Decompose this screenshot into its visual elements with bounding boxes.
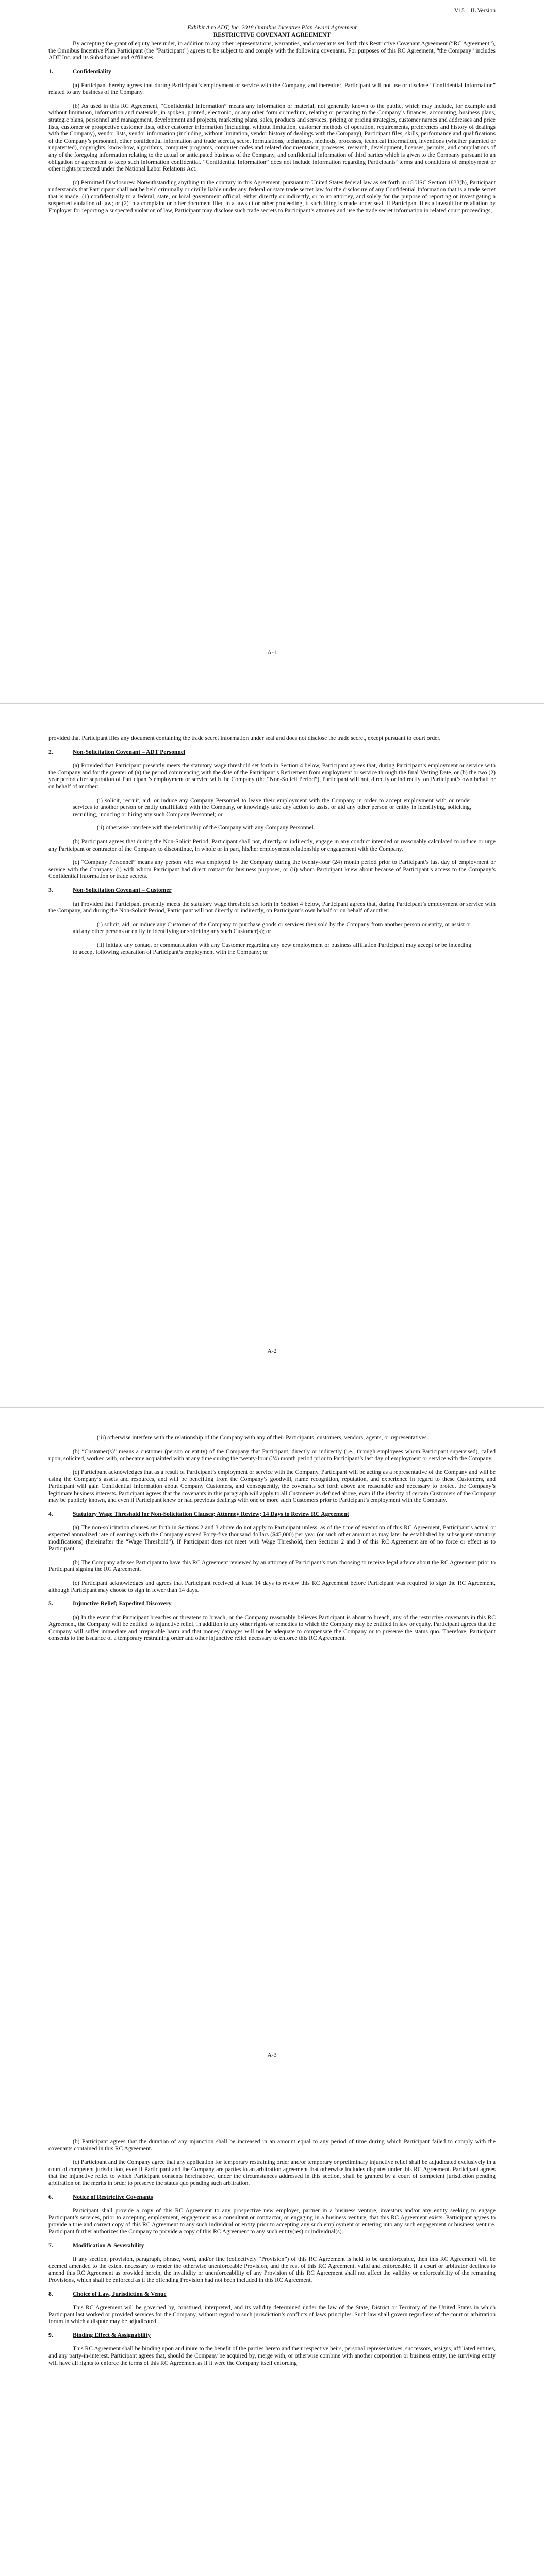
- page-number: A-2: [267, 1348, 277, 1354]
- section-1a: (a) Participant hereby agrees that during Participant’s employment or service with the Company, and thereafter, Participant will not use or disclose “Confidential Information” related to any business of the Company.: [48, 81, 496, 96]
- page-number: A-3: [267, 2052, 277, 2058]
- section-2c: (c) “Company Personnel” means any person who was employed by the Company during the twenty-four (24) month period prior to Participant’s last day of employment or service with the Company, (i) with whom Participant had direct contact for business purposes, or (ii) whom Participant knew about because of Participant’s access to the Company’s Confidential Information or trade secrets.: [48, 859, 496, 880]
- page-2: [0, 704, 544, 1407]
- section-2-heading: 2. Non-Solicitation Covenant – ADT Personnel: [48, 748, 186, 755]
- page-1-content: [48, 24, 496, 221]
- intro-paragraph: By accepting the grant of equity hereunder, in addition to any other representations, warranties, and covenants set forth this Restrictive Covenant Agreement (“RC Agreement”), the Omnibus Incentive Plan Participant (the “Participant”) agrees to be subject to and comply with the following covenants. For purposes of this RC Agreement, “the Company” includes ADT Inc. and its Subsidiaries and Affiliates.: [48, 40, 496, 61]
- section-2b: (b) Participant agrees that during the Non-Solicit Period, Participant shall not, directly or indirectly, engage in any conduct intended or reasonably calculated to induce or urge any Participant or contractor of the Company to discontinue, in whole or in part, his/her employment relationship or engagement with the Company.: [48, 838, 496, 852]
- page-1: [0, 0, 544, 703]
- section-1c-part-2: provided that Participant files any document containing the trade secret information under seal and does not disclose the trade secret, except pursuant to court order.: [48, 735, 441, 741]
- section-6-heading: 6. Notice of Restrictive Covenants: [48, 2193, 153, 2200]
- section-1c-part-1: (c) Permitted Disclosures: Notwithstanding anything to the contrary in this Agreement, pursuant to United States federal law as set forth in 18 USC Section 1833(b), Participant understands that Participant shall not be held criminally or civilly liable under any federal or state trade secret law for the disclosure of any Confidential Information that is a trade secret that is made: (1) confidentially to a federal, state, or local government official, either directly or indirectly, or to an attorney, and solely for the purpose of reporting or investigating a suspected violation of law; or (2) in a complaint or other document filed in a lawsuit or other proceeding, if such filing is made under seal. If Participant files a lawsuit for retaliation by Employer for reporting a suspected violation of law, Participant may disclose such trade secrets to Participant’s attorney and use the trade secret information in related court proceedings,: [48, 179, 496, 214]
- section-3a-iii: (iii) otherwise interfere with the relationship of the Company with any of their Participants, customers, vendors, agents, or representatives.: [97, 1434, 428, 1441]
- section-3b: (b) “Customer(s)” means a customer (person or entity) of the Company that Participant, directly or indirectly (i.e., through employees whom Participant supervised), called upon, solicited, worked with, or became acquainted with at any time during the twenty-four (24) month period prior to Participant’s last day of employment or service with the Company.: [48, 1448, 496, 1462]
- section-4-heading: 4. Statutory Wage Threshold for Non-Solicitation Clauses; Attorney Review; 14 Days to Review RC Agreement: [48, 1510, 349, 1517]
- section-1b: (b) As used in this RC Agreement, “Confidential Information” means any information or material, not generally known to the public, which may include, for example and without limitation, information and materials, in spoken, printed, electronic, or any other form or medium, relating or pertaining to the Company’s finances, accounting, business plans, strategic plans, personnel and management, development and projects, marketing plans, sales, products and services, pricing or pricing strategies, customer names and addresses and price lists, customer or prospective customer lists, other customer information (including, without limitation, customer methods of operation, requirements, preferences and history of dealings with the Company), vendor lists, vendor information (including, without limitation, vendor history of dealings with the Company), Participant files, skills, performance and qualifications of the Company’s personnel, other confidential information and trade secrets, secret formulations, techniques, methods, processes, technical information, inventions (whether patented or unpatented), copyrights, know-how, algorithms, computer programs, computer codes and related documentation, processes, research, development, licenses, permits, and compilations of any of the foregoing information relating to the actual or anticipated business of the Company, and confidential information of third parties which is given to the Company pursuant to an obligation or agreement to keep such information confidential. “Confidential Information” does not include information regarding Participants’ terms and conditions of employment or other rights protected under the National Labor Relations Act.: [48, 102, 496, 173]
- section-6-text: Participant shall provide a copy of this RC Agreement to any prospective new employer, partner in a business venture, investors and/or any entity seeking to engage Participant’s services, prior to accepting employment, engagement as a consultant or contractor, or engaging in a business venture, that this RC Agreement exists. Participant agrees to provide a true and correct copy of this RC Agreement to any such individual or entity prior to accepting any such employment or entering into any such engagement or business venture. Participant further authorizes the Company to provide a copy of this RC Agreement to any such entity(ies) or individual(s).: [48, 2207, 496, 2235]
- version-label: V15 – IL Version: [454, 7, 496, 14]
- section-5-heading: 5. Injunctive Relief; Expedited Discovery: [48, 1600, 172, 1607]
- section-5a: (a) In the event that Participant breaches or threatens to breach, or the Company reasonably believes Participant is about to breach, any of the restrictive covenants in this RC Agreement, the Company will be entitled to injunctive relief, in addition to any other rights or remedies to which the Company may be entitled in law or equity. Participant agrees that the Company will suffer immediate and irreparable harm and that money damages will not be adequate to compensate the Company or to preserve the status quo. Therefore, Participant consents to the issuance of a temporary restraining order and other injunctive relief necessary to enforce this RC Agreement.: [48, 1614, 496, 1642]
- section-8-heading: 8. Choice of Law, Jurisdiction & Venue: [48, 2290, 167, 2297]
- section-4a: (a) The non-solicitation clauses set forth in Sections 2 and 3 above do not apply to Participant unless, as of the time of execution of this RC Agreement, Participant’s actual or expected annualized rate of earnings with the Company exceed Forty-five thousand dollars ($45,000) per year (or such other amount as may later be established by subsequent statutory modifications) (hereinafter the “Wage Threshold”). If Participant does not meet with Wage Threshold, then Sections 2 and 3 of this RC Agreement are of no force or effect as to Participant.: [48, 1524, 496, 1552]
- section-2a: (a) Provided that Participant presently meets the statutory wage threshold set forth in Section 4 below, Participant agrees that, during Participant’s employment or service with the Company and for the greater of (a) the period commencing with the date of the Participant’s Retirement from employment or service through the final Vesting Date, or (b) the two (2) year period after separation of Participant’s employment or service with the Company (the “Non-Solicit Period”), Participant will not, directly or indirectly, on Participant’s own behalf or on behalf of another:: [48, 762, 496, 790]
- page-3: [0, 1408, 544, 2111]
- page-4-content: [48, 2138, 496, 2373]
- section-3a-i: (i) solicit, aid, or induce any Customer of the Company to purchase goods or services then sold by the Company from another person or entity, or assist or aid any other persons or entity in identifying or soliciting any such Customer(s); or: [73, 921, 471, 935]
- document-title: RESTRICTIVE COVENANT AGREEMENT: [213, 31, 331, 38]
- section-3-heading: 3. Non-Solicitation Covenant – Customer: [48, 886, 172, 893]
- page-3-content: [48, 1434, 496, 1649]
- section-5b: (b) Participant agrees that the duration of any injunction shall be increased in an amount equal to any period of time during which Participant failed to comply with the covenants contained in this RC Agreement.: [48, 2138, 496, 2152]
- section-3c: (c) Participant acknowledges that as a result of Participant’s employment or service with the Company, Participant will be acting as a representative of the Company and will be using the Company’s assets and resources, and will be benefiting from the Company’s goodwill, name recognition, reputation, and experience in regard to these Customers, and Participant will gain Confidential Information about Company Customers, and consequently, the covenants set forth above are reasonable and necessary to protect the Company’s legitimate business interests. Participant agrees that the covenants in this paragraph will apply to all Customers as defined above, even if the identity of certain Customers of the Company may be publicly known, and even if Participant knew or had previous dealings with one or more such Customers prior to Participant’s employment with the Company.: [48, 1468, 496, 1504]
- section-7-text: If any section, provision, paragraph, phrase, word, and/or line (collectively “Provision”) of this RC Agreement is held to be unenforceable, then this RC Agreement will be deemed amended to the extent necessary to render the otherwise unenforceable Provision, and the rest of this RC Agreement, valid and enforceable. If a court or arbitrator declines to amend this RC Agreement as provided herein, the invalidity or unenforceability of any Provision of this RC Agreement shall not affect the validity or enforceability of the remaining Provisions, which shall be enforced as if the offending Provision had not been included in this RC Agreement.: [48, 2256, 496, 2283]
- section-4b: (b) The Company advises Participant to have this RC Agreement reviewed by an attorney of Participant’s own choosing to receive legal advice about the RC Agreement prior to Participant signing the RC Agreement.: [48, 1558, 496, 1573]
- section-9-heading: 9. Binding Effect & Assignability: [48, 2331, 151, 2338]
- page-4: [0, 2111, 544, 2576]
- section-2a-ii: (ii) otherwise interfere with the relationship of the Company with any Company Personnel.: [97, 824, 315, 832]
- section-1-heading: 1. Confidentiality: [48, 67, 111, 75]
- section-3a-ii: (ii) initiate any contact or communication with any Customer regarding any new employment or business affiliation Participant may accept or be intending to accept following separation of Participant’s employment with the Company; or: [73, 941, 471, 956]
- section-4c: (c) Participant acknowledges and agrees that Participant received at least 14 days to review this RC Agreement before Participant was required to sign the RC Agreement, although Participant may choose to sign in fewer than 14 days.: [48, 1579, 496, 1594]
- page-2-content: [48, 735, 496, 962]
- section-2a-i: (i) solicit, recruit, aid, or induce any Company Personnel to leave their employment with the Company in order to accept employment with or render services to another person or entity unaffiliated with the Company, or knowingly take any action to assist or aid any other person or entity in identifying, soliciting, recruiting, inducing or hiring any such Company Personnel; or: [73, 796, 471, 818]
- section-8-text: This RC Agreement will be governed by, construed, interpreted, and its validity determined under the law of the State, District or Territory of the United States in which Participant last worked or provided services for the Company, without regard to such jurisdiction’s conflicts of laws principles. Such law shall govern regardless of the court or arbitration forum in which a dispute may be adjudicated.: [48, 2304, 496, 2325]
- section-3a: (a) Provided that Participant presently meets the statutory wage threshold set forth in Section 4 below, Participant agrees that, during Participant’s employment or service with the Company, and during the Non-Solicit Period, Participant will not directly or indirectly, on Participant’s own behalf or on behalf of another:: [48, 900, 496, 914]
- exhibit-heading: Exhibit A to ADT, Inc. 2018 Omnibus Incentive Plan Award Agreement: [187, 24, 357, 31]
- section-5c: (c) Participant and the Company agree that any application for temporary restraining order and/or temporary or preliminary injunctive relief shall be adjudicated exclusively in a court of competent jurisdiction, even if Participant and the Company are parties to an arbitration agreement that otherwise includes disputes under this RC Agreement. Participant agrees that the injunctive relief to which Participant consents hereinabove, under the circumstances addressed in this section, shall be granted by a court of competent jurisdiction pending arbitration on the merits in order to preserve the status quo pending such arbitration.: [48, 2159, 496, 2187]
- section-9-text: This RC Agreement shall be binding upon and inure to the benefit of the parties hereto and their respective heirs, personal representatives, successors, assigns, affiliated entities, and any party-in-interest. Participant agrees that, should the Company be acquired by, merge with, or otherwise combine with another corporation or business entity, the surviving entity will have all rights to enforce the terms of this RC Agreement as if it were the Company itself enforcing: [48, 2345, 496, 2366]
- section-7-heading: 7. Modification & Severability: [48, 2242, 144, 2249]
- page-number: A-1: [267, 649, 277, 656]
